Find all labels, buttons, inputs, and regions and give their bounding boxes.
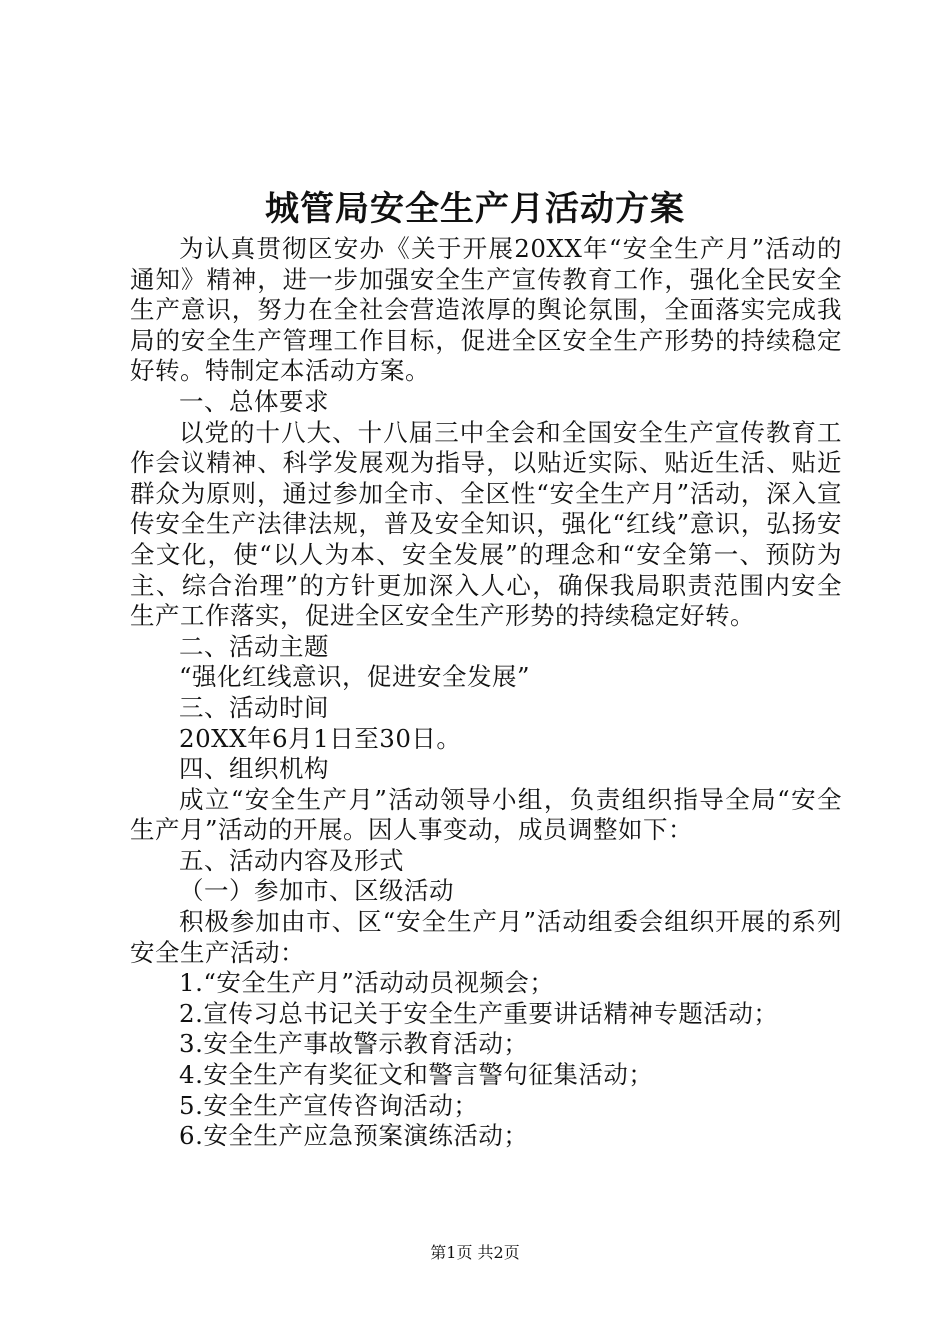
list-item: 6.安全生产应急预案演练活动； bbox=[179, 1121, 529, 1151]
section-heading-general-requirements: 一、总体要求 bbox=[179, 386, 329, 416]
document-body bbox=[130, 234, 842, 1152]
section-heading-organization: 四、组织机构 bbox=[179, 754, 329, 784]
general-requirements-paragraph: 以党的十八大、十八届三中全会和全国安全生产宣传教育工作会议精神、科学发展观为指导，以贴近实际、贴近生活、贴近群众为原则，通过参加全市、全区性“安全生产月”活动，深入宣传安全生产法律法规，普及安全知识，强化“红线”意识，弘扬安全文化，使“以人为本、安全发展”的理念和“安全第一、预防为主、综合治理”的方针更加深入人心，确保我局职责范围内安全生产工作落实，促进全区安全生产形势的持续稳定好转。 bbox=[130, 417, 842, 631]
subsection-heading-activities: （一）参加市、区级活动 bbox=[179, 876, 454, 906]
list-item: 3.安全生产事故警示教育活动； bbox=[179, 1029, 529, 1059]
organization-paragraph: 成立“安全生产月”活动领导小组，负责组织指导全局“安全生产月”活动的开展。因人事变动，成员调整如下： bbox=[130, 784, 842, 845]
list-item: 5.安全生产宣传咨询活动； bbox=[179, 1090, 479, 1120]
page-number-footer: 第1页 共2页 bbox=[430, 1243, 520, 1262]
intro-paragraph: 为认真贯彻区安办《关于开展20XX年“安全生产月”活动的通知》精神，进一步加强安全生产宣传教育工作，强化全民安全生产意识，努力在全社会营造浓厚的舆论氛围，全面落实完成我局的安全生产管理工作目标，促进全区安全生产形势的持续稳定好转。特制定本活动方案。 bbox=[130, 234, 842, 386]
list-item: 4.安全生产有奖征文和警言警句征集活动； bbox=[179, 1060, 654, 1090]
activities-paragraph: 积极参加由市、区“安全生产月”活动组委会组织开展的系列安全生产活动： bbox=[130, 907, 842, 967]
document-title: 城管局安全生产月活动方案 bbox=[265, 189, 685, 229]
list-item: 2.宣传习总书记关于安全生产重要讲话精神专题活动； bbox=[179, 998, 779, 1028]
section-heading-content: 五、活动内容及形式 bbox=[179, 845, 404, 875]
section-heading-theme: 二、活动主题 bbox=[179, 631, 329, 661]
list-item: 1.“安全生产月”活动动员视频会； bbox=[179, 968, 555, 998]
theme-paragraph: “强化红线意识，促进安全发展” bbox=[179, 662, 531, 692]
section-heading-time: 三、活动时间 bbox=[179, 692, 329, 722]
time-paragraph: 20XX年6月1日至30日。 bbox=[179, 723, 462, 753]
